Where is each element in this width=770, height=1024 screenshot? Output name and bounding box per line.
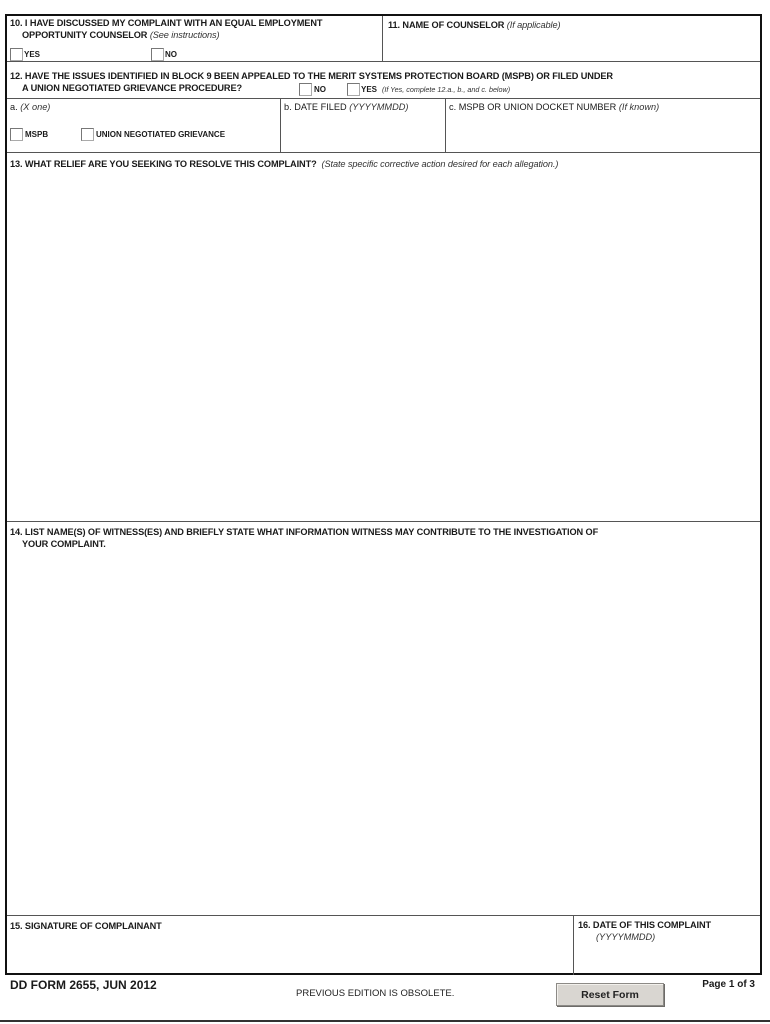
block-12a-italic: (X one) xyxy=(20,102,51,112)
block-15 xyxy=(7,916,573,975)
block-13-label-bold: 13. WHAT RELIEF ARE YOU SEEKING TO RESOLVE THIS COMPLAINT? xyxy=(10,159,317,169)
block-12b xyxy=(281,99,445,153)
block-12a-label xyxy=(10,101,50,113)
form-identifier: DD FORM 2655, JUN 2012 xyxy=(10,978,157,992)
mspb-label: MSPB xyxy=(25,130,49,139)
block-10 xyxy=(7,16,383,62)
block-14-label-line2: YOUR COMPLAINT. xyxy=(22,539,106,549)
block-12-label-line1: 12. HAVE THE ISSUES IDENTIFIED IN BLOCK 9 BEEN APPEALED TO THE MERIT SYSTEMS PROTECTION BOARD (MSPB) OR FILED UNDER xyxy=(10,71,613,81)
witnesses-textarea[interactable] xyxy=(10,554,759,914)
block-12-no-label: NO xyxy=(314,85,326,94)
divider xyxy=(382,16,383,62)
relief-sought-textarea[interactable] xyxy=(10,173,759,519)
block-11-label-italic: (If applicable) xyxy=(506,20,561,30)
block-13-label xyxy=(10,158,558,170)
block-12b-label-italic: (YYYYMMDD) xyxy=(349,102,409,112)
block-14-label-line1: 14. LIST NAME(S) OF WITNESS(ES) AND BRIEFLY STATE WHAT INFORMATION WITNESS MAY CONTRIBUTE TO THE INVESTIGATION OF xyxy=(10,527,599,537)
block-10-label-italic: (See instructions) xyxy=(149,30,220,40)
block-13 xyxy=(7,153,762,522)
block-15-label: 15. SIGNATURE OF COMPLAINANT xyxy=(10,921,162,931)
date-filed-input[interactable] xyxy=(284,117,444,151)
block-12-label-line2: A UNION NEGOTIATED GRIEVANCE PROCEDURE? xyxy=(22,83,243,93)
docket-number-input[interactable] xyxy=(449,117,759,151)
block-16 xyxy=(574,916,762,975)
block-11-label xyxy=(388,19,560,31)
block-12-no-checkbox[interactable] xyxy=(299,83,312,96)
counselor-name-input[interactable] xyxy=(388,34,758,60)
block-13-label-italic: (State specific corrective action desired for each allegation.) xyxy=(321,159,559,169)
block-10-label-bold: OPPORTUNITY COUNSELOR xyxy=(22,30,148,40)
block-10-label xyxy=(10,17,322,41)
block-12c-label-text: c. MSPB OR UNION DOCKET NUMBER xyxy=(449,102,617,112)
block-12c xyxy=(446,99,762,153)
block-12-yes-label: YES xyxy=(361,85,378,94)
block-16-label-italic: (YYYYMMDD) xyxy=(596,932,656,942)
block-12c-label xyxy=(449,101,659,113)
block-12c-label-italic: (If known) xyxy=(618,102,660,112)
block-10-label-line2 xyxy=(10,29,322,41)
block-11-label-bold: 11. NAME OF COUNSELOR xyxy=(388,20,505,30)
complaint-date-input[interactable] xyxy=(578,946,760,972)
block-12b-label xyxy=(284,101,408,113)
block-12-yes-checkbox[interactable] xyxy=(347,83,360,96)
page-bottom-divider xyxy=(0,1020,770,1022)
block-10-yes-label: YES xyxy=(24,50,41,59)
page-indicator: Page 1 of 3 xyxy=(702,979,755,990)
block-10-yes-checkbox[interactable] xyxy=(10,48,23,61)
complaint-form-page xyxy=(5,14,762,975)
block-14 xyxy=(7,522,762,916)
block-12-yes-note: (If Yes, complete 12.a., b., and c. below) xyxy=(382,85,511,94)
mspb-checkbox[interactable] xyxy=(10,128,23,141)
block-12a-prefix: a. xyxy=(10,102,18,112)
block-16-label: 16. DATE OF THIS COMPLAINT xyxy=(578,920,712,930)
union-grievance-label: UNION NEGOTIATED GRIEVANCE xyxy=(96,130,226,139)
block-12b-label-text: b. DATE FILED xyxy=(284,102,347,112)
edition-note: PREVIOUS EDITION IS OBSOLETE. xyxy=(296,988,455,999)
block-10-no-checkbox[interactable] xyxy=(151,48,164,61)
block-10-no-label: NO xyxy=(165,50,177,59)
block-12a xyxy=(7,99,280,153)
union-grievance-checkbox[interactable] xyxy=(81,128,94,141)
signature-field[interactable] xyxy=(10,936,570,972)
block-11 xyxy=(384,16,762,62)
block-12 xyxy=(7,62,762,99)
reset-form-button[interactable]: Reset Form xyxy=(556,983,664,1006)
block-10-label-line1: 10. I HAVE DISCUSSED MY COMPLAINT WITH AN EQUAL EMPLOYMENT xyxy=(10,18,323,28)
